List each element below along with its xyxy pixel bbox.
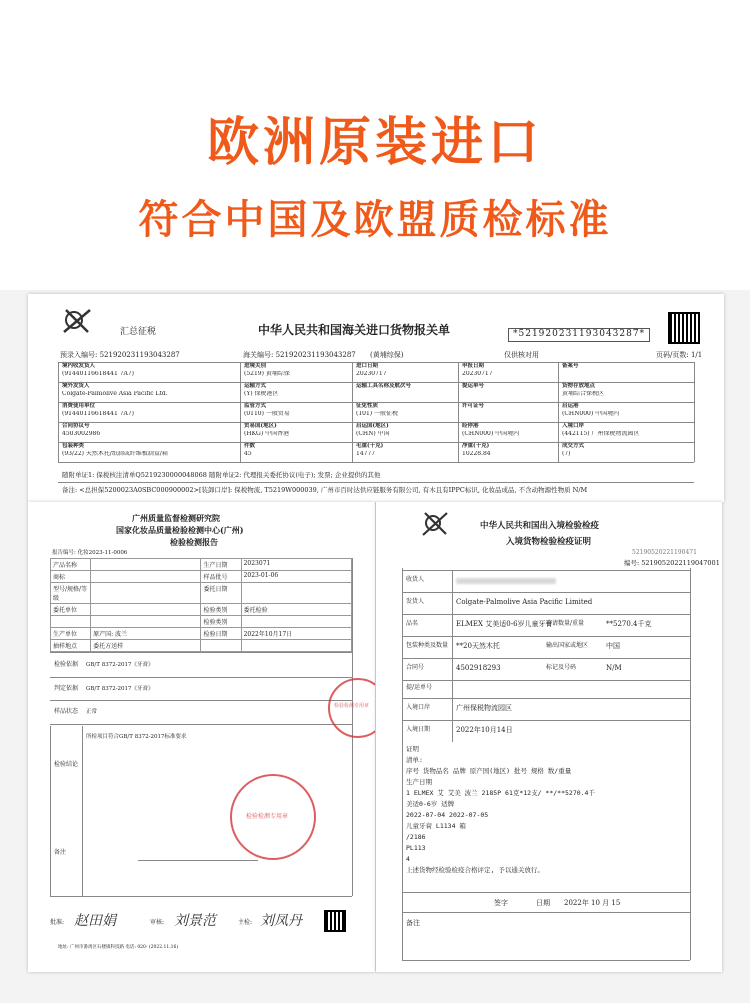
customs-field-value: (HKG) 中国香港	[244, 431, 290, 437]
cert-detail-line: /2186	[406, 833, 426, 841]
cert-field-value: N/M	[606, 664, 622, 672]
cert-detail-line: 清单:	[406, 756, 423, 764]
customs-field-value: (5219) 黄埔综保	[244, 371, 290, 377]
port-label: (黄埔综保)	[370, 351, 404, 359]
cert-title-1: 中华人民共和国出入境检验检疫	[480, 521, 600, 531]
customs-field-label: 提运单号	[462, 383, 485, 389]
cert-detail-line: 1 ELMEX 艾 艾美 波兰 2185P 61克*12支/ **/**5270.4千	[406, 789, 595, 797]
report-row	[51, 583, 352, 604]
report-cell: 委托单位	[51, 604, 91, 616]
approver-label: 批准:	[50, 919, 65, 926]
customs-field-label: 消费使用单位	[62, 403, 96, 409]
customs-field-value: 黄埔综合保税区	[562, 391, 605, 397]
cert-field-value: **5270.4千克	[606, 620, 652, 628]
customs-field-label: 许可证号	[462, 403, 485, 409]
qr-code-icon	[668, 312, 700, 344]
customs-field-label: 入境口岸	[562, 423, 585, 429]
cert-field-label: 品名	[406, 620, 419, 627]
report-info-table	[50, 558, 352, 652]
customs-field-label: 毛重(千克)	[356, 443, 384, 449]
customs-field-label: 监管方式	[244, 403, 267, 409]
report-cell	[241, 640, 351, 652]
reviewer-label: 审核:	[150, 919, 165, 926]
report-number: 报告编号: 化妆2023-11-0006	[52, 550, 128, 556]
headline-title: 欧洲原装进口	[206, 113, 543, 173]
report-cell: 型号/规格/等级	[51, 583, 91, 604]
report-row	[51, 604, 352, 616]
customs-field-value: 20230717	[356, 371, 387, 377]
page-count: 页码/页数: 1/1	[656, 351, 703, 359]
customs-field-value: (Y) 保税港区	[244, 391, 279, 397]
report-cell: 委托检验	[241, 604, 351, 616]
report-cell: 生产单位	[51, 628, 91, 640]
cert-detail-line: 序号 货物品名 品牌 原产国(地区) 批号 规格 数/重量	[406, 767, 572, 775]
report-remark-label: 备注	[54, 849, 67, 856]
report-qr-icon	[324, 910, 346, 932]
cert-date-label: 日期	[536, 899, 550, 907]
usage-note: 仅供核对用	[504, 351, 539, 359]
report-cell	[51, 616, 91, 628]
report-cell: 委托方送样	[91, 640, 201, 652]
report-cell	[91, 616, 201, 628]
cert-title-2: 入境货物检验检疫证明	[506, 537, 592, 547]
report-cell	[241, 583, 351, 604]
customs-field-value: Colgate-Palmolive Asia Pacific Ltd.	[62, 391, 168, 397]
customs-title: 中华人民共和国海关进口货物报关单	[258, 323, 451, 337]
cert-field-label: 提/运单号	[406, 684, 433, 691]
customs-field-value: (91440116618441 7A7)	[62, 371, 134, 377]
report-cell: 产品名称	[51, 559, 91, 571]
cert-field-label: 包装种类及数量	[406, 642, 449, 649]
report-cell	[241, 616, 351, 628]
report-footer: 地址: 广州市番禺区石楼镇科技路 电话: 020- (2022.11.16)	[58, 945, 179, 950]
customs-field-label: 运输方式	[244, 383, 267, 389]
inspection-certificate	[376, 502, 722, 972]
conclusion-value: 所检项目符合GB/T 8372-2017标准要求	[86, 734, 187, 740]
customs-field-label: 备案号	[562, 363, 579, 369]
customs-field-value: 14777	[356, 451, 376, 457]
report-cell: 检验日期	[201, 628, 241, 640]
report-cell: 委托日期	[201, 583, 241, 604]
customs-field-value: (91440116618441 7A7)	[62, 411, 134, 417]
customs-number: 海关编号: 521920231193043287	[243, 351, 356, 359]
redacted-consignee	[456, 578, 556, 584]
cert-field-label: 发货人	[406, 598, 425, 605]
headline-area	[0, 0, 750, 290]
inspector-signature: 刘凤丹	[260, 913, 302, 929]
customs-field-label: 进口日期	[356, 363, 379, 369]
basis-value: GB/T 8372-2017《牙膏》	[86, 662, 154, 668]
customs-field-value: (CHN000) 中国境内	[562, 411, 620, 417]
report-row	[51, 571, 352, 583]
report-stamp-center: 检验检测专用章	[230, 774, 316, 860]
report-cell	[91, 604, 201, 616]
customs-field-value: (442115) 广州保税物流园区	[562, 431, 640, 437]
cert-detail-line: 4	[406, 855, 410, 863]
cert-field-value: ELMEX 艾美适0-6岁儿童牙膏	[456, 620, 553, 628]
cert-field-label: 申请数量/重量	[546, 620, 585, 627]
cert-detail-line: 2022-07-04 2022-07-05	[406, 811, 489, 819]
cert-remark-label: 备注	[406, 919, 420, 927]
customs-field-label: 运输工具名称及航次号	[356, 383, 412, 389]
customs-field-value: 45	[244, 451, 252, 457]
customs-field-value: (CHN000) 中国境内	[462, 431, 520, 437]
report-stamp-right: 检验检测专用章	[328, 678, 375, 738]
cert-field-value: 2022年10月14日	[456, 726, 513, 734]
customs-declaration	[28, 294, 724, 502]
customs-field-label: 启运港	[562, 403, 579, 409]
customs-field-value: 4503002986	[62, 431, 101, 437]
report-cell: 样品批号	[201, 571, 241, 583]
customs-field-label: 货物存放地点	[562, 383, 596, 389]
test-report	[28, 502, 375, 972]
conclusion-label: 检验结论	[54, 761, 79, 768]
customs-field-value: (7)	[562, 451, 571, 457]
report-row	[51, 559, 352, 571]
customs-field-label: 件数	[244, 443, 256, 449]
customs-field-label: 启运国(地区)	[356, 423, 389, 429]
basis-label: 检验依据	[54, 661, 79, 668]
customs-emblem-icon	[60, 306, 94, 336]
report-cell: 商标	[51, 571, 91, 583]
report-cell: 生产日期	[201, 559, 241, 571]
headline-subtitle: 符合中国及欧盟质检标准	[138, 197, 612, 243]
preentry-number: 预录入编号: 521920231193043287	[60, 351, 180, 359]
customs-remark-1: 随附单证1: 保税核注清单Q5219230000048068 随附单证2: 代理报关委托协议(电子); 发票; 企业提供的其他	[62, 471, 381, 479]
report-center: 国家化妆品质量检验检测中心(广州)	[116, 525, 244, 535]
inspector-label: 主检:	[238, 919, 253, 926]
cert-field-label: 输出国家或地区	[546, 642, 589, 649]
customs-field-label: 合同协议号	[62, 423, 90, 429]
cert-field-label: 收货人	[406, 576, 425, 583]
customs-field-value: (101) 一般征税	[356, 411, 399, 417]
customs-field-label: 贸易国(地区)	[244, 423, 277, 429]
customs-field-value: (CHN) 中国	[356, 431, 390, 437]
report-cell: 2022年10月17日	[241, 628, 351, 640]
sample-value: 正常	[86, 709, 98, 715]
ciq-emblem-icon	[420, 510, 450, 538]
customs-field-label: 成交方式	[562, 443, 585, 449]
customs-field-label: 征免性质	[356, 403, 379, 409]
cert-field-value: 中国	[606, 642, 620, 650]
customs-field-label: 境外发货人	[62, 383, 90, 389]
customs-remark-2: 备注: <总担保5200023A0SBC000900002>[装卸口岸]: 保税物流, T5219W000039, 广州市百时达供应链服务有限公司, 有木且有IPPC标识, 化妆品成品, 不含动物源性物质 N/M	[62, 486, 588, 494]
report-title: 检验检测报告	[170, 537, 218, 547]
cert-field-label: 合同号	[406, 664, 425, 671]
customs-field-label: 进境关别	[244, 363, 267, 369]
customs-field-value: 10228.84	[462, 451, 491, 457]
item-value: GB/T 8372-2017《牙膏》	[86, 686, 154, 692]
report-cell: 检验类别	[201, 616, 241, 628]
cert-field-value: 4502918293	[456, 664, 501, 672]
report-cell: 原产国: 波兰	[91, 628, 201, 640]
cert-detail-line: 上述货物经检验检疫合格评定, 予以通关放行。	[406, 866, 544, 874]
cert-detail-line: 儿童牙膏 L1134 箱	[406, 822, 466, 830]
cert-detail-line: 证明	[406, 745, 419, 753]
approver-signature: 赵田娟	[74, 913, 116, 929]
report-row	[51, 616, 352, 628]
report-cell: 检验类别	[201, 604, 241, 616]
report-org: 广州质量监督检测研究院	[132, 513, 220, 523]
customs-field-value: (0110) 一般贸易	[244, 411, 290, 417]
item-label: 判定依据	[54, 685, 79, 692]
report-row	[51, 628, 352, 640]
cert-field-value: Colgate-Palmolive Asia Pacific Limited	[456, 598, 593, 606]
reviewer-signature: 刘景范	[174, 913, 216, 929]
customs-field-label: 包装种类	[62, 443, 85, 449]
report-cell: 抽样地点	[51, 640, 91, 652]
barcode-text: *521920231193043287*	[508, 328, 650, 342]
tax-stamp-label: 汇总征税	[120, 327, 157, 337]
sample-label: 样品状态	[54, 708, 79, 715]
cert-number: 编号: 5219052022119047001	[624, 559, 720, 567]
cert-field-label: 标记及号码	[546, 664, 577, 671]
cert-field-label: 入境日期	[406, 726, 431, 733]
customs-field-value: 20230717	[462, 371, 493, 377]
report-row	[51, 640, 352, 652]
customs-field-label: 净重(千克)	[462, 443, 490, 449]
customs-field-label: 申报日期	[462, 363, 485, 369]
cert-detail-line: PL113	[406, 844, 426, 852]
report-cell	[201, 640, 241, 652]
report-cell	[91, 559, 201, 571]
cert-detail-line: 美适0-6岁 适牌	[406, 800, 455, 808]
report-cell: 2023071	[241, 559, 351, 571]
cert-date-value: 2022年 10 月 15	[564, 899, 621, 907]
cert-sign-label: 签字	[494, 899, 508, 907]
report-cell	[91, 571, 201, 583]
cert-field-label: 入境口岸	[406, 704, 431, 711]
cert-detail-line: 生产日期	[406, 778, 432, 786]
cert-field-value: 广州保税物流园区	[456, 704, 512, 712]
customs-field-label: 境内收发货人	[62, 363, 96, 369]
customs-field-label: 经停港	[462, 423, 479, 429]
cert-no-top: 52190520221190471	[632, 549, 697, 556]
report-cell	[91, 583, 201, 604]
cert-field-value: **20天然木托	[456, 642, 500, 650]
customs-field-value: (93/22) 天然木托/纸制或纤维板制盒/箱	[62, 451, 168, 457]
report-cell: 2023-01-06	[241, 571, 351, 583]
